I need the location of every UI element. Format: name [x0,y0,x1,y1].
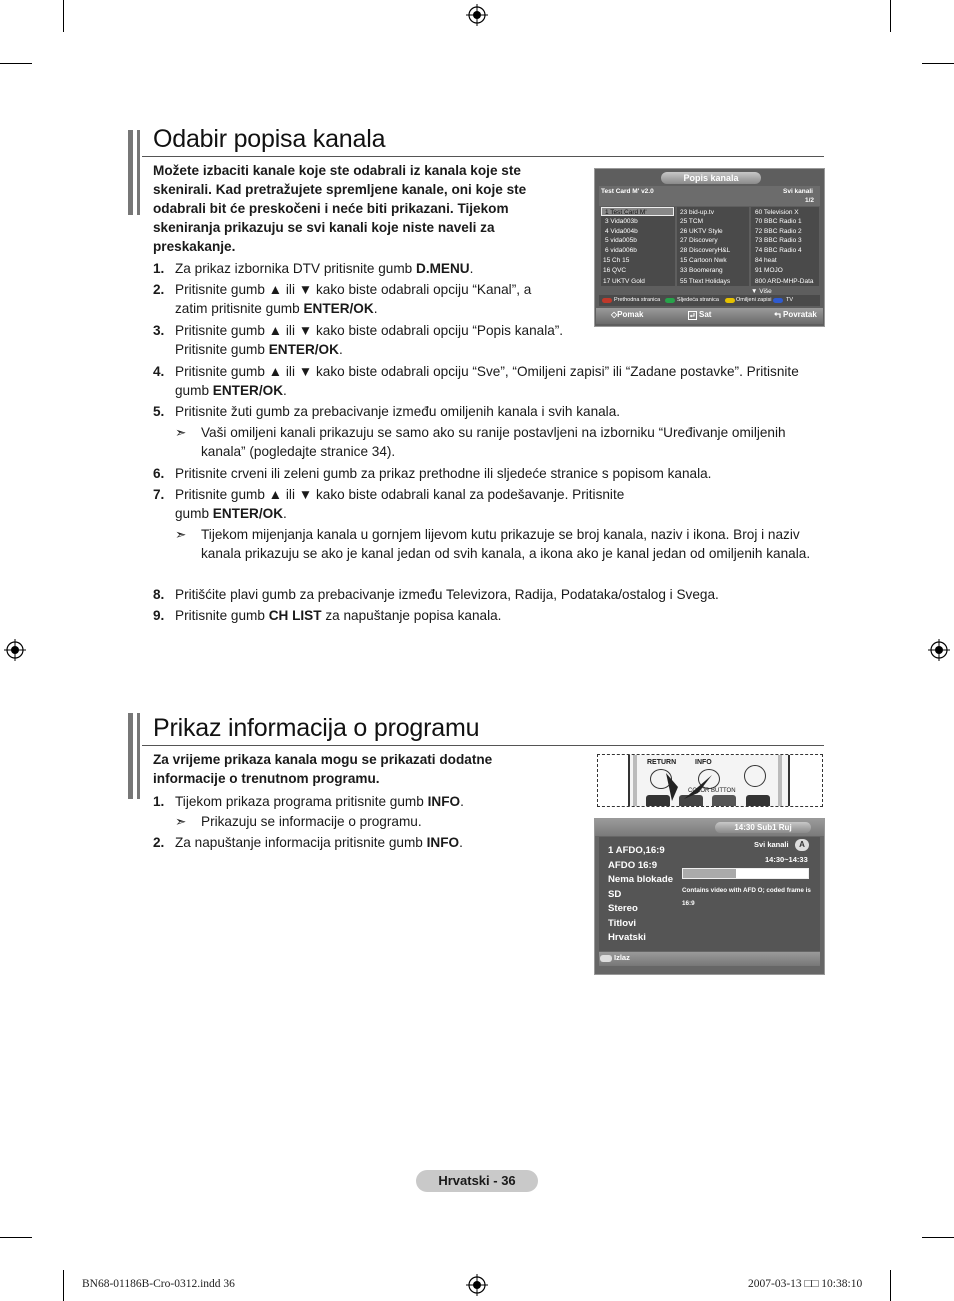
color-button-label: COLOR BUTTON [688,788,736,794]
list-item[interactable]: 73 BBC Radio 3 [755,237,802,244]
page-title: Odabir popisa kanala [153,125,386,153]
info-header: 14:30 Sub1 Ruj [715,822,811,833]
return-label: RETURN [647,759,677,766]
favorite-badge: A [795,839,809,851]
section-intro: Možete izbaciti kanale koje ste odabrali iz kanala koje ste skenirali. Kad pretražujete spremljene kanale, oni koje ste odabrali bit će preskočeni i neće biti prikazani. Tijekom skeniranja prikazuju se svi kanali koje niste naveli za preskakanje. [153,163,527,254]
red-button-icon [602,298,612,303]
section-marker [137,130,140,215]
list-item[interactable]: 800 ARD-MHP-Data [755,278,814,285]
exit-hint: Izlaz [614,953,630,962]
favorite-button[interactable] [744,765,766,787]
registration-mark-icon [4,639,26,661]
hour-hint: Sat [699,310,712,319]
list-item[interactable]: 3 Vida003b [605,218,638,225]
list-item[interactable]: 5 vida005b [605,237,637,244]
yellow-button-icon [725,298,735,303]
list-item[interactable]: 28 DiscoveryH&L [680,247,731,254]
list-item[interactable]: 55 Ttext Holidays [680,278,731,285]
more-label: ▼ Više [751,288,772,295]
list-item[interactable]: 26 UKTV Style [680,228,723,235]
list-item[interactable]: 91 MOJO [755,267,783,274]
green-button-icon [665,298,675,303]
list-item[interactable]: 84 heat [755,257,777,264]
progress-bar [682,868,809,879]
blue-button-icon [773,298,783,303]
info-label: INFO [695,759,712,766]
back-hint: Povratak [783,310,817,319]
list-item[interactable]: 15 Cartoon Nwk [680,257,727,264]
list-item[interactable]: 27 Discovery [680,237,718,244]
list-item[interactable]: 1 Test Card M' [605,209,647,216]
print-date-info: 2007-03-13 □□ 10:38:10 [748,1278,863,1290]
osd-title: Popis kanala [661,172,761,184]
registration-mark-icon [466,4,488,26]
print-file-info: BN68-01186B-Cro-0312.indd 36 [82,1278,235,1290]
list-item[interactable]: 23 bid-up.tv [680,209,714,216]
list-item[interactable]: 33 Boomerang [680,267,723,274]
title-rule [142,745,824,746]
pointer-arrow-icon [658,767,718,807]
section-marker [128,130,133,215]
move-hint: ◇Pomak [611,310,644,319]
list-item[interactable]: 70 BBC Radio 1 [755,218,802,225]
enter-icon [688,311,697,320]
section-marker [137,713,140,799]
page-number: Hrvatski - 36 [416,1170,538,1192]
list-item[interactable]: 60 Television X [755,209,799,216]
channel-list-screen: Popis kanala Test Card M' v2.0 Svi kanali 1/2 1 Test Card M' 3 Vida003b 4 Vida004b 5 vida005b 6 vida006b 15 Ch 15 16 QVC 17 UKTV Gold 23 bid-up.tv 25 TCM 26 UKTV Style 27 Discovery 28 DiscoveryH&L 15 Cartoon Nwk 33 Boomerang 55 Ttext Holidays 60 Television X 70 BBC Radio 1 72 BBC Radio 2 73 BBC Radio 3 74 BBC Radio 4 84 heat 91 MOJO 800 ARD-MHP-Data ▼ Više Prethodna stranica Sljedeća stranica Omiljeni zapisi TV ◇Pomak Sat Povratak [594,168,825,327]
list-item[interactable]: 72 BBC Radio 2 [755,228,802,235]
list-item[interactable]: 16 QVC [603,267,627,274]
registration-mark-icon [466,1274,488,1296]
list-item[interactable]: 17 UKTV Gold [603,278,645,285]
blue-button[interactable] [746,795,770,807]
list-item[interactable]: 4 Vida004b [605,228,638,235]
title-rule [142,156,824,157]
list-item[interactable]: 25 TCM [680,218,703,225]
return-icon [773,311,782,320]
section-intro: Za vrijeme prikaza kanala mogu se prikazati dodatne informacije o trenutnom programu. [153,752,493,786]
remote-illustration [597,754,823,807]
exit-icon [600,955,612,962]
program-info-screen: 14:30 Sub1 Ruj 1 AFDO,16:9 AFDO 16:9 Nema blokade SD Stereo Titlovi Hrvatski Svi kanali A 14:30~14:33 Contains video with AFD O; coded frame is 16:9 Izlaz [594,818,825,975]
section-title: Prikaz informacija o programu [153,714,480,742]
list-item[interactable]: 74 BBC Radio 4 [755,247,802,254]
list-item[interactable]: 6 vida006b [605,247,637,254]
registration-mark-icon [928,639,950,661]
section-marker [128,713,133,799]
list-item[interactable]: 15 Ch 15 [603,257,630,264]
